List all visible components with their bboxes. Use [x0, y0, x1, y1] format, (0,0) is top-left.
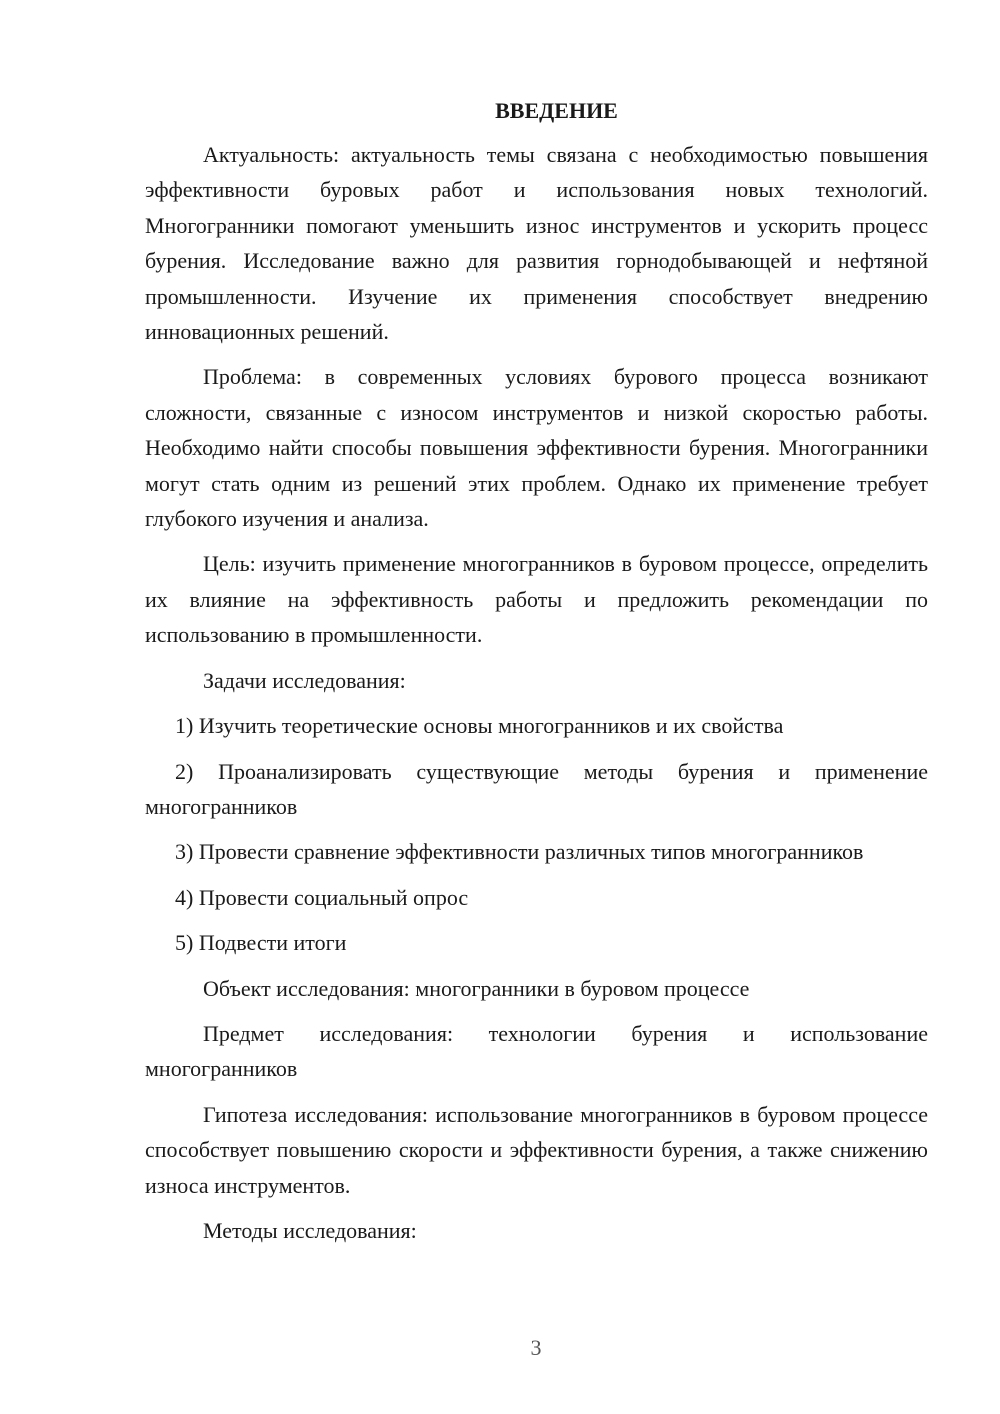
task-item-3: 3) Провести сравнение эффективности различных типов многогранников: [175, 839, 864, 865]
methods-heading: Методы исследования:: [203, 1217, 417, 1243]
paragraph-problem: Проблема: в современных условиях бурового процесса возникают сложности, связанные с износом инструментов и низкой скоростью работы. Необходимо найти способы повышения эффективности бурения. Многогранники могут стать одним из решений этих проблем. Однако их применение требует глубокого изучения и анализа.: [145, 364, 928, 532]
page-content: [145, 93, 928, 1258]
task-item-5: 5) Подвести итоги: [175, 930, 347, 956]
section-title: ВВЕДЕНИЕ: [495, 98, 618, 123]
page-number: 3: [530, 1335, 542, 1360]
task-item-1: 1) Изучить теоретические основы многогранников и их свойства: [175, 713, 784, 739]
task-item-4: 4) Провести социальный опрос: [175, 884, 469, 910]
task-item-2: 2) Проанализировать существующие методы бурения и применение многогранников: [145, 758, 928, 819]
paragraph-goal: Цель: изучить применение многогранников в буровом процессе, определить их влияние на эффективность работы и предложить рекомендации по использованию в промышленности.: [145, 551, 928, 648]
research-hypothesis: Гипотеза исследования: использование многогранников в буровом процессе способствует повышению скорости и эффективности бурения, а также снижению износа инструментов.: [145, 1101, 928, 1198]
paragraph-relevance: Актуальность: актуальность темы связана с необходимостью повышения эффективности буровых работ и использования новых технологий. Многогранники помогают уменьшить износ инструментов и ускорить процесс бурения. Исследование важно для развития горнодобывающей и нефтяной промышленности. Изучение их применения способствует внедрению инновационных решений.: [145, 142, 928, 345]
research-object: Объект исследования: многогранники в буровом процессе: [203, 975, 750, 1001]
research-subject: Предмет исследования: технологии бурения и использование многогранников: [145, 1020, 928, 1082]
tasks-heading: Задачи исследования:: [203, 667, 406, 693]
